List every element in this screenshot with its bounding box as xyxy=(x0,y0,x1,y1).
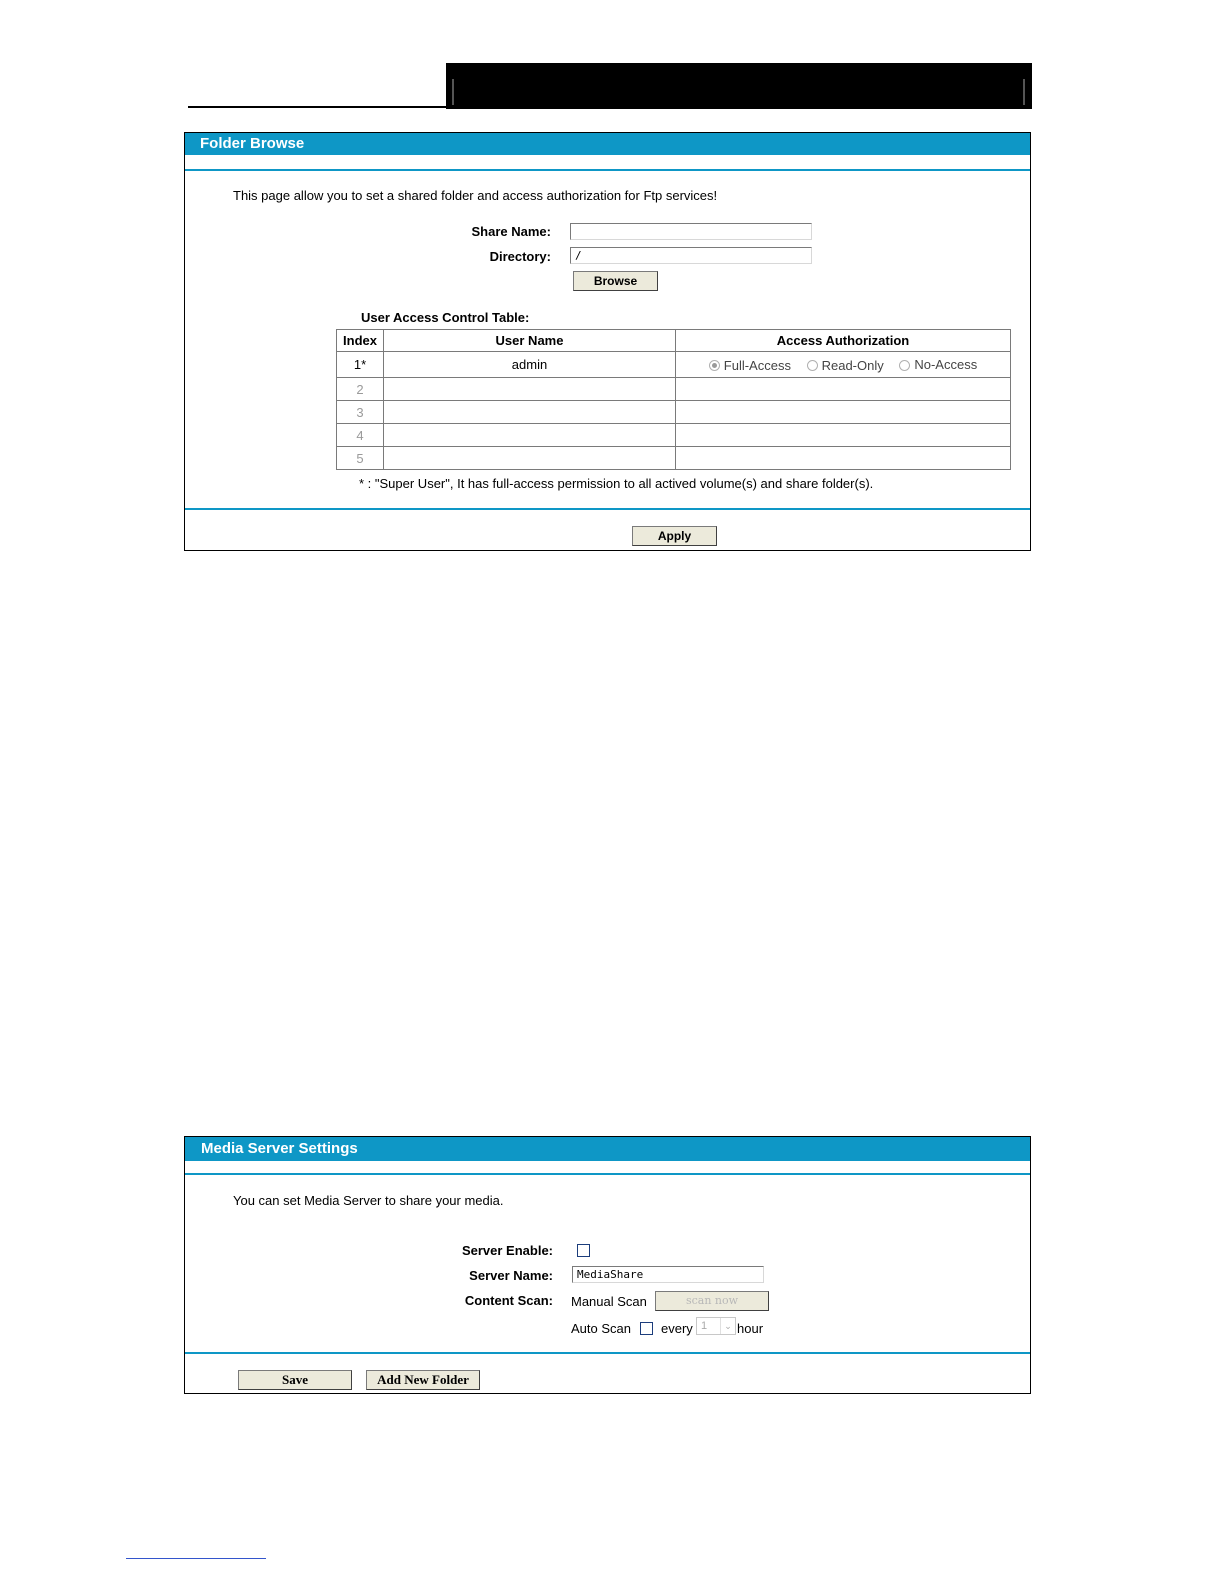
column-header-access-authorization: Access Authorization xyxy=(676,330,1011,352)
row-index: 3 xyxy=(337,401,384,424)
row-user-name xyxy=(384,424,676,447)
table-row xyxy=(337,424,1011,447)
directory-label: Directory: xyxy=(489,249,551,264)
row-user-name: admin xyxy=(384,352,676,378)
panel-title: Media Server Settings xyxy=(185,1137,1030,1161)
server-name-label: Server Name: xyxy=(469,1268,553,1283)
row-access xyxy=(676,424,1011,447)
header-bar xyxy=(446,63,1032,109)
directory-input[interactable]: / xyxy=(570,247,812,264)
chevron-down-icon: ⌄ xyxy=(720,1318,735,1334)
row-index: 1* xyxy=(337,352,384,378)
header-bar-tick xyxy=(452,79,454,105)
header-rule xyxy=(188,106,448,108)
table-row xyxy=(337,378,1011,401)
divider xyxy=(185,508,1030,510)
scan-interval-select[interactable] xyxy=(696,1317,736,1335)
row-index: 2 xyxy=(337,378,384,401)
access-radio-group xyxy=(676,352,1011,378)
column-header-index: Index xyxy=(337,330,384,352)
row-user-name xyxy=(384,447,676,470)
hour-label: hour xyxy=(737,1321,764,1336)
share-name-input[interactable] xyxy=(570,223,812,240)
row-access xyxy=(676,401,1011,424)
divider xyxy=(185,169,1030,171)
table-row xyxy=(337,401,1011,424)
server-name-input[interactable]: MediaShare xyxy=(572,1266,764,1283)
radio-dot xyxy=(807,360,818,371)
row-access xyxy=(676,447,1011,470)
scan-interval-value: 1 xyxy=(701,1320,708,1332)
auto-scan-checkbox[interactable] xyxy=(640,1322,653,1335)
radio-dot xyxy=(709,360,720,371)
row-access xyxy=(676,378,1011,401)
apply-button[interactable]: Apply xyxy=(632,526,717,546)
table-header-row xyxy=(337,330,1011,352)
row-user-name xyxy=(384,378,676,401)
content-scan-label: Content Scan: xyxy=(464,1293,553,1308)
server-enable-checkbox[interactable] xyxy=(577,1244,590,1257)
read-only-radio[interactable]: Read-Only xyxy=(807,356,896,371)
no-access-radio[interactable]: No-Access xyxy=(899,356,977,371)
media-server-panel xyxy=(184,1136,1031,1394)
table-title: User Access Control Table: xyxy=(361,310,530,325)
folder-browse-panel xyxy=(184,132,1031,551)
table-row xyxy=(337,447,1011,470)
full-access-radio[interactable]: Full-Access xyxy=(709,356,803,371)
row-index: 4 xyxy=(337,424,384,447)
scan-now-button[interactable]: scan now xyxy=(655,1291,769,1311)
save-button[interactable]: Save xyxy=(238,1370,352,1390)
browse-button[interactable]: Browse xyxy=(573,271,658,291)
auto-scan-label: Auto Scan xyxy=(571,1321,631,1336)
header-bar-tick xyxy=(1023,79,1025,105)
add-new-folder-button[interactable]: Add New Folder xyxy=(366,1370,480,1390)
column-header-user-name: User Name xyxy=(384,330,676,352)
share-name-label: Share Name: xyxy=(471,224,551,239)
radio-dot xyxy=(899,360,910,371)
divider xyxy=(185,1352,1030,1354)
every-label: every xyxy=(661,1321,693,1336)
table-row xyxy=(337,352,1011,378)
server-enable-label: Server Enable: xyxy=(461,1243,553,1258)
user-access-table xyxy=(336,329,1011,470)
page-description: This page allow you to set a shared folder and access authorization for Ftp services! xyxy=(233,188,718,203)
manual-scan-label: Manual Scan xyxy=(571,1294,647,1309)
footer-link-underline xyxy=(126,1558,266,1559)
panel-title: Folder Browse xyxy=(185,133,1030,155)
row-user-name xyxy=(384,401,676,424)
super-user-note: * : "Super User", It has full-access permission to all actived volume(s) and share folder(s). xyxy=(359,476,874,491)
page-description: You can set Media Server to share your media. xyxy=(233,1193,504,1208)
row-index: 5 xyxy=(337,447,384,470)
divider xyxy=(185,1173,1030,1175)
